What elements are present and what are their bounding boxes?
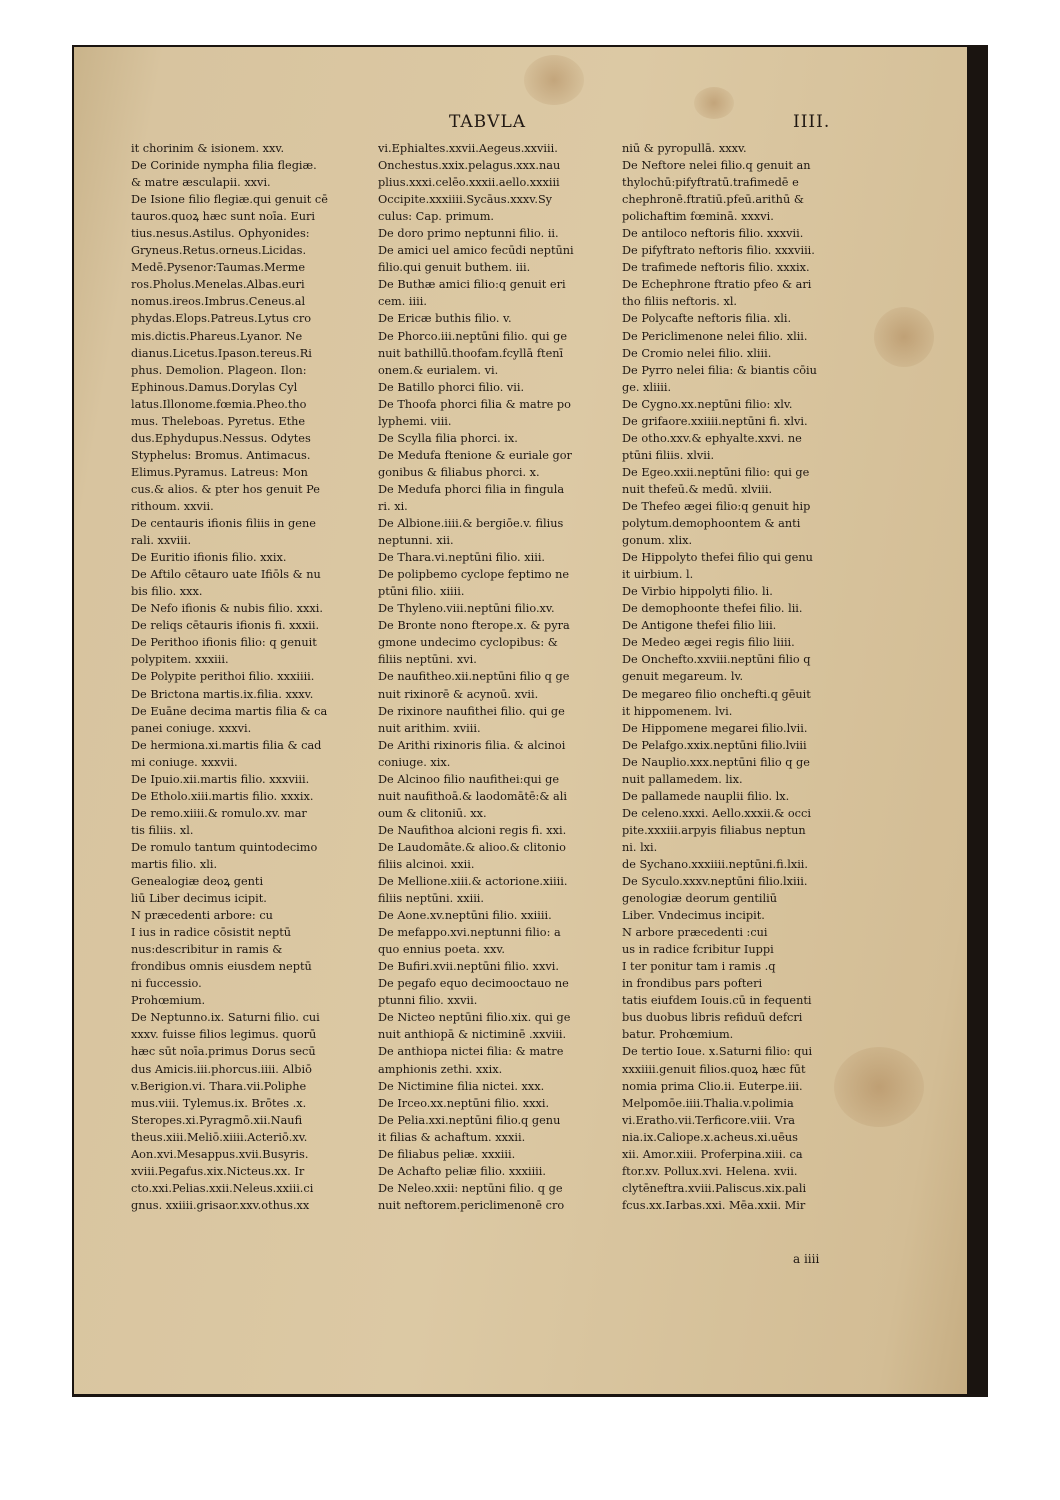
text-line: vi.Eratho.vii.Terficore.viii. Vra [622, 1113, 795, 1127]
text-line: De romulo tantum quintodecimo [131, 840, 318, 854]
text-line: ptunni filio. xxvii. [378, 994, 478, 1008]
text-line: rithoum. xxvii. [131, 499, 214, 513]
text-line: latus.Illonome.fœmia.Pheo.tho [131, 397, 307, 411]
text-line: De Pyrro nelei filia: & biantis cōiu [622, 363, 817, 377]
text-line: De hermiona.xi.martis filia & cad [131, 738, 322, 752]
text-line: De pallamede nauplii filio. lx. [622, 789, 790, 803]
text-line: chephronē.ftratiū.pfeū.arithū & [622, 193, 804, 207]
text-line: De Antigone thefei filio liii. [622, 619, 777, 633]
text-line: N præcedenti arbore: cu [131, 909, 273, 923]
text-line: De Achafto peliæ filio. xxxiiii. [378, 1164, 546, 1178]
text-line: cem. iiii. [378, 295, 427, 309]
column-middle [378, 140, 622, 1214]
text-line: De amici uel amico fecūdi neptūni [378, 244, 574, 258]
text-line: xviii.Pegafus.xix.Nicteus.xx. Ir [131, 1164, 305, 1178]
text-line: nuit neftorem.periclimenonē cro [378, 1198, 565, 1212]
text-line: neptunni. xii. [378, 534, 454, 548]
text-line: Liber. Vndecimus incipit. [622, 909, 765, 923]
text-line: N arbore præcedenti :cui [622, 926, 768, 940]
text-line: coniuge. xix. [378, 755, 451, 769]
text-line: De Bronte nono fterope.x. & pyra [378, 619, 570, 633]
text-line: Onchestus.xxix.pelagus.xxx.nau [378, 159, 561, 173]
text-line: De Thefeo ægei filio:q genuit hip [622, 499, 811, 513]
text-line: it hippomenem. lvi. [622, 704, 733, 718]
text-line: De Arithi rixinoris filia. & alcinoi [378, 738, 566, 752]
text-line: De Periclimenone nelei filio. xlii. [622, 329, 808, 343]
text-line: De grifaore.xxiiii.neptūni fi. xlvi. [622, 414, 808, 428]
text-line: De rixinore naufithei filio. qui ge [378, 704, 565, 718]
text-line: De trafimede neftoris filio. xxxix. [622, 261, 810, 275]
text-line: De Bufiri.xvii.neptūni filio. xxvi. [378, 960, 559, 974]
text-line: Styphelus: Bromus. Antimacus. [131, 448, 311, 462]
text-line: De Nicteo neptūni filio.xix. qui ge [378, 1011, 571, 1025]
text-line: & matre æsculapii. xxvi. [131, 176, 271, 190]
text-line: De doro primo neptunni filio. ii. [378, 227, 559, 241]
text-line: De Euāne decima martis filia & ca [131, 704, 328, 718]
text-line: ptūni filiis. xlvii. [622, 448, 715, 462]
text-line: nuit naufithoā.& laodomātē:& ali [378, 789, 567, 803]
text-line: niū & pyropullā. xxxv. [622, 142, 747, 155]
text-line: it uirbium. l. [622, 568, 694, 582]
text-line: De Euritio ifionis filio. xxix. [131, 551, 287, 565]
text-line: De Mellione.xiii.& actorione.xiiii. [378, 875, 568, 889]
text-line: De Pelafgo.xxix.neptūni filio.lviii [622, 738, 807, 752]
text-line: De Nefo ifionis & nubis filio. xxxi. [131, 602, 323, 616]
text-line: De Echephrone ftratio pfeo & ari [622, 278, 812, 292]
text-line: ros.Pholus.Menelas.Albas.euri [131, 278, 305, 292]
text-line: thylochū:pifyftratū.trafimedē e [622, 176, 799, 190]
text-line: De Thoofa phorci filia & matre po [378, 397, 571, 411]
text-line: martis filio. xli. [131, 857, 218, 871]
text-line: amphionis zethi. xxix. [378, 1062, 503, 1076]
text-line: filio.qui genuit buthem. iii. [378, 261, 531, 275]
text-line: De Irceo.xx.neptūni filio. xxxi. [378, 1096, 550, 1110]
text-line: dus.Ephydupus.Nessus. Odytes [131, 431, 311, 445]
text-line: Genealogiæ deoꝝ genti [131, 875, 264, 889]
text-line: v.Berigion.vi. Thara.vii.Poliphe [131, 1079, 307, 1093]
text-line: tatis eiufdem Iouis.cū in fequenti [622, 994, 812, 1008]
text-line: genologiæ deorum gentiliū [622, 892, 778, 906]
text-line: nuit thefeū.& medū. xlviii. [622, 482, 773, 496]
text-line: Elimus.Pyramus. Latreus: Mon [131, 465, 308, 479]
text-line: ni fuccessio. [131, 977, 202, 991]
text-line: Aon.xvi.Mesappus.xvii.Busyris. [131, 1147, 309, 1161]
text-line: gonum. xlix. [622, 534, 693, 548]
text-line: dus Amicis.iii.phorcus.iiii. Albiō [131, 1062, 312, 1076]
text-line: De Alcinoo filio naufithei:qui ge [378, 772, 560, 786]
text-line: nomus.ireos.Imbrus.Ceneus.al [131, 295, 306, 309]
text-line: fcus.xx.Iarbas.xxi. Mēa.xxii. Mir [622, 1198, 806, 1212]
text-line: De Nictimine filia nictei. xxx. [378, 1079, 545, 1093]
text-line: frondibus omnis eiusdem neptū [131, 960, 312, 974]
text-line: ge. xliiii. [622, 380, 672, 394]
text-line: De Thara.vi.neptūni filio. xiii. [378, 551, 546, 565]
text-line: phus. Demolion. Plageon. Ilon: [131, 363, 307, 377]
text-line: polichaftim fœminā. xxxvi. [622, 210, 774, 224]
text-line: nia.ix.Caliope.x.acheus.xi.uēus [622, 1130, 798, 1144]
text-line: culus: Cap. primum. [378, 210, 495, 224]
text-line: cto.xxi.Pelias.xxii.Neleus.xxiii.ci [131, 1181, 314, 1195]
text-line: Prohœmium. [131, 994, 206, 1008]
text-line: dianus.Licetus.Ipason.tereus.Ri [131, 346, 312, 360]
text-line: I ter ponitur tam i ramis .q [622, 960, 776, 974]
text-line: gnus. xxiiii.grisaor.xxv.othus.xx [131, 1198, 310, 1212]
text-line: De Nauplio.xxx.neptūni filio q ge [622, 755, 810, 769]
text-line: De Isione filio flegiæ.qui genuit cē [131, 193, 328, 207]
text-line: De Perithoo ifionis filio: q genuit [131, 636, 317, 650]
text-line: tauros.quoꝝ hæc sunt noīa. Euri [131, 210, 316, 224]
text-line: De Neftore nelei filio.q genuit an [622, 159, 811, 173]
text-line: De Aone.xv.neptūni filio. xxiiii. [378, 909, 552, 923]
text-line: De Egeo.xxii.neptūni filio: qui ge [622, 465, 810, 479]
text-line: De Brictona martis.ix.filia. xxxv. [131, 687, 314, 701]
text-line: gonibus & filiabus phorci. x. [378, 465, 540, 479]
text-line: De Medufa phorci filia in fingula [378, 482, 565, 496]
text-line: genuit megareum. lv. [622, 670, 744, 684]
text-line: De Neptunno.ix. Saturni filio. cui [131, 1011, 320, 1025]
text-line: pite.xxxiii.arpyis filiabus neptun [622, 823, 806, 837]
text-line: De Hippomene megarei filio.lvii. [622, 721, 808, 735]
text-line: vi.Ephialtes.xxvii.Aegeus.xxviii. [378, 142, 558, 155]
text-line: xii. Amor.xiii. Proferpina.xiii. ca [622, 1147, 803, 1161]
text-line: tius.nesus.Astilus. Ophyonides: [131, 227, 310, 241]
text-line: De Onchefto.xxviii.neptūni filio q [622, 653, 811, 667]
text-line: gmone undecimo cyclopibus: & [378, 636, 558, 650]
text-line: ni. lxi. [622, 840, 658, 854]
text-line: phydas.Elops.Patreus.Lytus cro [131, 312, 312, 326]
text-line: De Hippolyto thefei filio qui genu [622, 551, 813, 565]
text-line: De Naufithoa alcioni regis fi. xxi. [378, 823, 567, 837]
text-line: liū Liber decimus icipit. [131, 892, 267, 906]
text-line: De filiabus peliæ. xxxiii. [378, 1147, 516, 1161]
text-line: De naufitheo.xii.neptūni filio q ge [378, 670, 570, 684]
column-left [131, 140, 375, 1214]
text-line: Steropes.xi.Pyragmō.xii.Naufi [131, 1113, 303, 1127]
text-line: De Polycafte neftoris filia. xli. [622, 312, 792, 326]
text-line: De Medufa ftenione & euriale gor [378, 448, 572, 462]
text-line: onem.& eurialem. vi. [378, 363, 499, 377]
text-line: De Aftilo cētauro uate Ifiōls & nu [131, 568, 321, 582]
text-line: quo ennius poeta. xxv. [378, 943, 505, 957]
text-line: us in radice fcribitur Iuppi [622, 943, 774, 957]
text-line: Medē.Pysenor:Taumas.Merme [131, 261, 306, 275]
text-line: De centauris ifionis filiis in gene [131, 517, 316, 531]
text-line: Melpomōe.iiii.Thalia.v.polimia [622, 1096, 794, 1110]
text-line: cus.& alios. & pter hos genuit Pe [131, 482, 320, 496]
text-line: nuit anthiopā & nictiminē .xxviii. [378, 1028, 567, 1042]
text-line: hæc sūt noīa.primus Dorus secū [131, 1045, 316, 1059]
signature-mark: a iiii [793, 1252, 820, 1266]
text-line: De Thyleno.viii.neptūni filio.xv. [378, 602, 555, 616]
text-line: mi coniuge. xxxvii. [131, 755, 238, 769]
text-line: De reliqs cētauris ifionis fi. xxxii. [131, 619, 320, 633]
text-line: Ephinous.Damus.Dorylas Cyl [131, 380, 298, 394]
text-line: De Scylla filia phorci. ix. [378, 431, 518, 445]
text-line: De Polypite perithoi filio. xxxiiii. [131, 670, 315, 684]
text-line: De megareo filio onchefti.q gēuit [622, 687, 811, 701]
text-line: clytēneftra.xviii.Paliscus.xix.pali [622, 1181, 807, 1195]
text-line: oum & clitoniū. xx. [378, 806, 487, 820]
text-line: De anthiopa nictei filia: & matre [378, 1045, 564, 1059]
text-line: bus duobus libris refiduū defcri [622, 1011, 803, 1025]
text-line: De Neleo.xxii: neptūni filio. q ge [378, 1181, 563, 1195]
text-line: De pifyftrato neftoris filio. xxxviii. [622, 244, 815, 258]
text-line: xxxv. fuisse filios legimus. quorū [131, 1028, 317, 1042]
text-line: nomia prima Clio.ii. Euterpe.iii. [622, 1079, 803, 1093]
text-line: De Medeo ægei regis filio liiii. [622, 636, 795, 650]
text-line: lyphemi. viii. [378, 414, 452, 428]
text-line: De Pelia.xxi.neptūni filio.q genu [378, 1113, 561, 1127]
text-line: De polipbemo cyclope feptimo ne [378, 568, 570, 582]
text-line: De celeno.xxxi. Aello.xxxii.& occi [622, 806, 811, 820]
text-line: De Etholo.xiii.martis filio. xxxix. [131, 789, 314, 803]
text-line: De mefappo.xvi.neptunni filio: a [378, 926, 561, 940]
text-line: nuit bathillū.thoofam.fcyllā ftenī [378, 346, 564, 360]
text-line: xxxiiii.genuit filios.quoꝝ hæc fūt [622, 1062, 806, 1076]
text-line: filiis alcinoi. xxii. [378, 857, 475, 871]
text-line: tis filiis. xl. [131, 823, 194, 837]
text-line: De Virbio hippolyti filio. li. [622, 585, 773, 599]
text-line: De Albione.iiii.& bergiōe.v. filius [378, 517, 564, 531]
text-line: batur. Prohœmium. [622, 1028, 734, 1042]
text-line: nuit rixinorē & acynoū. xvii. [378, 687, 539, 701]
folio-number: IIII. [793, 112, 831, 132]
text-line: De remo.xiiii.& romulo.xv. mar [131, 806, 307, 820]
text-line: nus:describitur in ramis & [131, 943, 283, 957]
text-line: mus. Theleboas. Pyretus. Ethe [131, 414, 306, 428]
text-line: De Syculo.xxxv.neptūni filio.lxiii. [622, 875, 808, 889]
column-right [622, 140, 862, 1214]
text-line: De Phorco.iii.neptūni filio. qui ge [378, 329, 568, 343]
text-line: De Buthæ amici filio:q genuit eri [378, 278, 566, 292]
text-line: bis filio. xxx. [131, 585, 203, 599]
text-line: in frondibus pars pofteri [622, 977, 763, 991]
text-line: it chorinim & isionem. xxv. [131, 142, 285, 155]
text-line: ftor.xv. Pollux.xvi. Helena. xvii. [622, 1164, 798, 1178]
text-line: Gryneus.Retus.orneus.Licidas. [131, 244, 307, 258]
text-line: ptūni filio. xiiii. [378, 585, 465, 599]
text-line: polytum.demophoontem & anti [622, 517, 801, 531]
text-line: ri. xi. [378, 499, 408, 513]
text-line: rali. xxviii. [131, 534, 192, 548]
text-line: Occipite.xxxiiii.Sycāus.xxxv.Sy [378, 193, 553, 207]
text-line: De Cygno.xx.neptūni filio: xlv. [622, 397, 793, 411]
text-line: De Batillo phorci filio. vii. [378, 380, 525, 394]
text-line: de Sychano.xxxiiii.neptūni.fi.lxii. [622, 857, 809, 871]
text-line: De Corinide nympha filia flegiæ. [131, 159, 317, 173]
text-line: De Ipuio.xii.martis filio. xxxviii. [131, 772, 310, 786]
text-line: it filias & achaftum. xxxii. [378, 1130, 526, 1144]
text-line: mis.dictis.Phareus.Lyanor. Ne [131, 329, 303, 343]
running-title: TABVLA [449, 112, 527, 132]
text-line: filiis neptūni. xvi. [378, 653, 477, 667]
text-line: tho filiis neftoris. xl. [622, 295, 738, 309]
text-line: De Ericæ buthis filio. v. [378, 312, 512, 326]
text-line: filiis neptūni. xxiii. [378, 892, 485, 906]
text-line: theus.xiii.Meliō.xiiii.Acteriō.xv. [131, 1130, 308, 1144]
text-line: De demophoonte thefei filio. lii. [622, 602, 803, 616]
text-line: polypitem. xxxiii. [131, 653, 229, 667]
text-line: De Laudomāte.& alioo.& clitonio [378, 840, 566, 854]
text-line: De antiloco neftoris filio. xxxvii. [622, 227, 804, 241]
text-line: nuit arithim. xviii. [378, 721, 481, 735]
text-line: De Cromio nelei filio. xliii. [622, 346, 772, 360]
text-line: De pegafo equo decimooctauo ne [378, 977, 569, 991]
text-line: nuit pallamedem. lix. [622, 772, 743, 786]
text-line: plius.xxxi.celēo.xxxii.aello.xxxiii [378, 176, 560, 190]
text-line: mus.viii. Tylemus.ix. Brōtes .x. [131, 1096, 307, 1110]
text-line: I ius in radice cōsistit neptū [131, 926, 292, 940]
text-line: De otho.xxv.& ephyalte.xxvi. ne [622, 431, 802, 445]
text-line: De tertio Ioue. x.Saturni filio: qui [622, 1045, 813, 1059]
text-line: panei coniuge. xxxvi. [131, 721, 252, 735]
